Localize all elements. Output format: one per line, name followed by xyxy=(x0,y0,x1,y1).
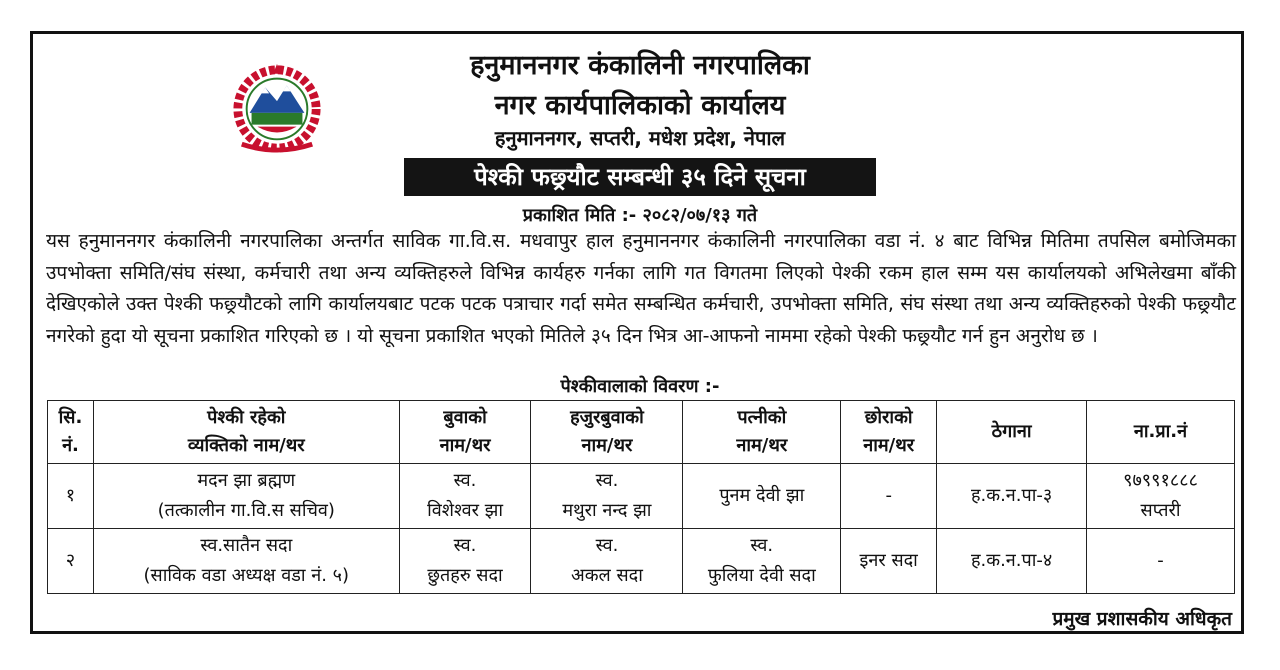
header-line: हजुरबुवाको xyxy=(570,407,644,428)
office-address: हनुमाननगर, सप्तरी, मधेश प्रदेश, नेपाल xyxy=(494,126,786,150)
cell-text: इनर सदा xyxy=(859,550,918,571)
cell-text: अकल सदा xyxy=(570,565,643,586)
cell-father xyxy=(399,464,531,529)
cell-text: - xyxy=(1157,550,1164,571)
signatory-title: प्रमुख प्रशासकीय अधिकृत xyxy=(1052,608,1232,630)
header-line: नाम/थर xyxy=(581,435,633,456)
column-header-sn xyxy=(48,401,94,464)
cell-text: स्व. xyxy=(595,535,619,556)
cell-text: स्व.सातैन सदा xyxy=(200,535,293,556)
column-header-son xyxy=(841,401,937,464)
cell-name xyxy=(93,464,399,529)
cell-spouse xyxy=(683,529,841,594)
header-line: सि. xyxy=(58,407,83,428)
cell-name xyxy=(93,529,399,594)
column-header-spouse xyxy=(683,401,841,464)
header-line: नाम/थर xyxy=(736,435,788,456)
cell-grandfather xyxy=(531,464,683,529)
column-header-father xyxy=(399,401,531,464)
column-header-citizenship xyxy=(1087,401,1235,464)
cell-sn xyxy=(48,529,94,594)
table-row xyxy=(48,529,1235,594)
office-title: नगर कार्यपालिकाको कार्यालय xyxy=(494,90,786,121)
cell-spouse xyxy=(683,464,841,529)
cell-text: २ xyxy=(65,550,76,571)
notice-body: यस हनुमाननगर कंकालिनी नगरपालिका अन्तर्गत साविक गा.वि.स. मधवापुर हाल हनुमाननगर कंकालिनी नगरपालिका वडा नं. ४ बाट विभिन्न मितिमा तपसिल बमोजिमका उपभोक्ता समिति/संघ संस्था, कर्मचारी तथा अन्य व्यक्तिहरुले विभिन्न कार्यहरु गर्नका लागि गत विगतमा लिएको पेश्की रकम हाल सम्म यस कार्यालयको अभिलेखमा बाँकी देखिएकोले उक्त पेश्की फछ्र्यौटको लागि कार्यालयबाट पटक पटक पत्राचार गर्दा समेत सम्बन्धित कर्मचारी, उपभोक्ता समिति, संघ संस्था तथा अन्य व्यक्तिहरुको पेश्की फछ्र्यौट नगरेको हुदा यो सूचना प्रकाशित गरिएको छ । यो सूचना प्रकाशित भएको मितिले ३५ दिन भित्र आ-आफनो नाममा रहेको पेश्की फछ्र्यौट गर्न हुन अनुरोध छ । xyxy=(46,230,1236,347)
header-line: बुवाको xyxy=(443,407,487,428)
header-line: नं. xyxy=(62,435,79,456)
header-line: ना.प्रा.नं xyxy=(1133,421,1188,442)
column-header-name xyxy=(93,401,399,464)
details-heading: पेश्कीवालाको विवरण :- xyxy=(560,376,720,397)
header-line: छोराको xyxy=(864,407,913,428)
cell-text: फुलिया देवी सदा xyxy=(707,565,816,586)
cell-text: ह.क.न.पा-३ xyxy=(970,485,1053,506)
advance-holders-table xyxy=(47,400,1235,594)
header-line: व्यक्तिको नाम/थर xyxy=(187,435,305,456)
cell-son xyxy=(841,464,937,529)
header-line: पत्नीको xyxy=(737,407,787,428)
municipality-title: हनुमाननगर कंकालिनी नगरपालिका xyxy=(470,50,810,81)
cell-father xyxy=(399,529,531,594)
cell-text: (तत्कालीन गा.वि.स सचिव) xyxy=(157,500,335,521)
notice-heading: पेश्की फछ्र्यौट सम्बन्धी ३५ दिने सूचना xyxy=(404,158,876,196)
cell-text: पुनम देवी झा xyxy=(719,485,805,506)
header-line: नाम/थर xyxy=(863,435,915,456)
cell-address xyxy=(937,464,1087,529)
cell-text: १ xyxy=(65,485,76,506)
cell-text: सप्तरी xyxy=(1140,500,1181,521)
cell-citizenship xyxy=(1087,464,1235,529)
cell-sn xyxy=(48,464,94,529)
cell-citizenship xyxy=(1087,529,1235,594)
cell-son xyxy=(841,529,937,594)
cell-address xyxy=(937,529,1087,594)
cell-grandfather xyxy=(531,529,683,594)
cell-text: मथुरा नन्द झा xyxy=(562,500,652,521)
cell-text: विशेश्वर झा xyxy=(427,500,503,521)
cell-text: छुतहरु सदा xyxy=(427,565,503,586)
cell-text: मदन झा ब्रह्मण xyxy=(197,470,296,491)
cell-text: स्व. xyxy=(453,535,477,556)
table-header-row xyxy=(48,401,1235,464)
cell-text: ९७९९१८८८ xyxy=(1123,470,1198,491)
header-line: ठेगाना xyxy=(991,421,1032,442)
column-header-address xyxy=(937,401,1087,464)
cell-text: - xyxy=(885,485,892,506)
header-line: पेश्की रहेको xyxy=(207,407,286,428)
published-date: प्रकाशित मिति :- २०८२/०७/१३ गते xyxy=(522,205,758,226)
cell-text: (साविक वडा अध्यक्ष वडा नं. ५) xyxy=(143,565,350,586)
table-row xyxy=(48,464,1235,529)
column-header-grandfather xyxy=(531,401,683,464)
cell-text: स्व. xyxy=(750,535,774,556)
cell-text: स्व. xyxy=(595,470,619,491)
header-line: नाम/थर xyxy=(439,435,491,456)
cell-text: स्व. xyxy=(453,470,477,491)
cell-text: ह.क.न.पा-४ xyxy=(970,550,1053,571)
